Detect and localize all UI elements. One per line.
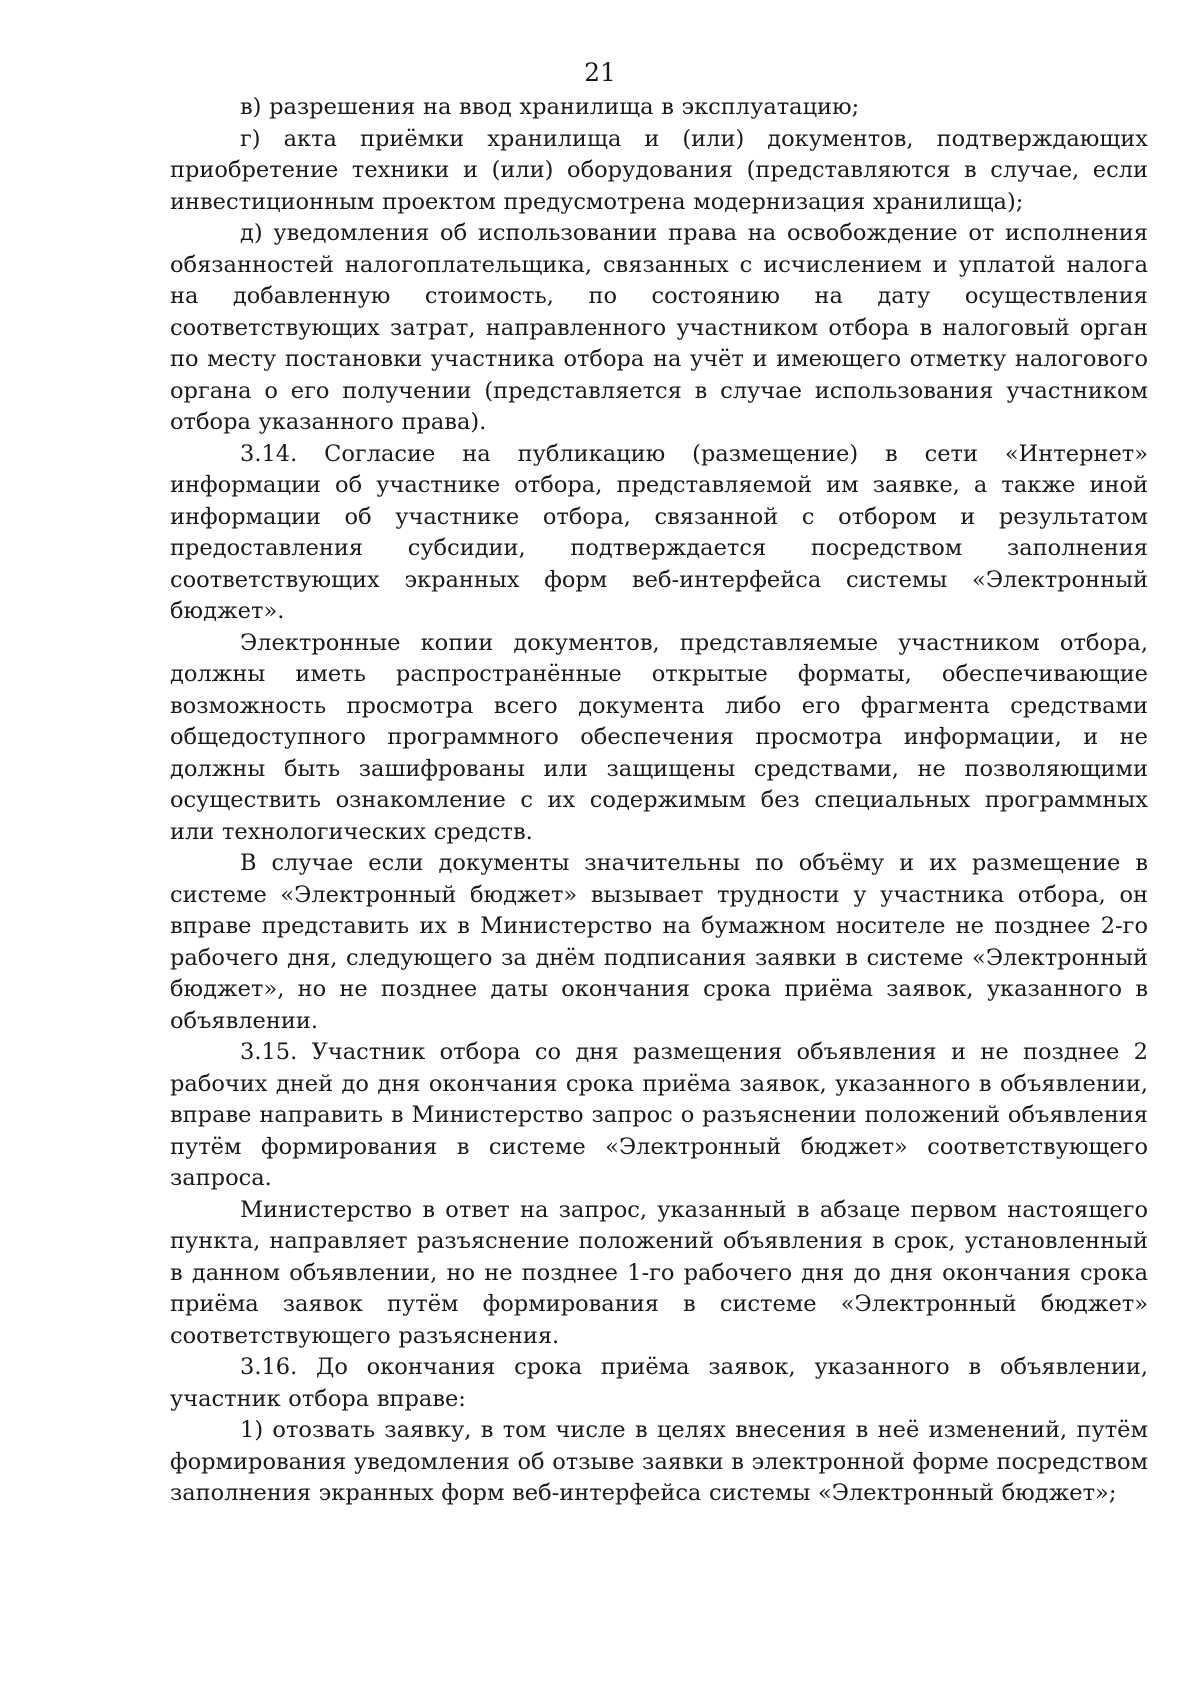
paragraph-g-acceptance-act: г) акта приёмки хранилища и (или) документов, подтверждающих приобретение техники и (или) оборудования (представляются в случае, если инвестиционным проектом предусмотрена модернизация хранилища);	[170, 125, 1148, 215]
paragraph-ministry-response: Министерство в ответ на запрос, указанный в абзаце первом настоящего пункта, направляет разъяснение положений объявления в срок, установленный в данном объявлении, но не позднее 1-го рабочего дня до дня окончания срока приёма заявок путём формирования в системе «Электронный бюджет» соответствующего разъяснения.	[170, 1196, 1148, 1349]
paragraph-3-16-before-deadline: 3.16. До окончания срока приёма заявок, указанного в объявлении, участник отбора вправе:	[170, 1354, 1148, 1412]
paragraph-v-storage-permit: в) разрешения на ввод хранилища в эксплуатацию;	[240, 94, 860, 120]
document-body	[170, 92, 1148, 1510]
paragraph-3-15-request: 3.15. Участник отбора со дня размещения объявления и не позднее 2 рабочих дней до дня окончания срока приёма заявок, указанного в объявлении, вправе направить в Министерство запрос о разъяснении положений объявления путём формирования в системе «Электронный бюджет» соответствующего запроса.	[170, 1039, 1148, 1191]
page-number: 21	[584, 58, 616, 87]
paragraph-1-withdraw-application: 1) отозвать заявку, в том числе в целях внесения в неё изменений, путём формирования уведомления об отзыве заявки в электронной форме посредством заполнения экранных форм веб-интерфейса системы «Электронный бюджет»;	[170, 1417, 1148, 1506]
paragraph-3-14-consent: 3.14. Согласие на публикацию (размещение) в сети «Интернет» информации об участнике отбора, представляемой им заявке, а также иной информации об участнике отбора, связанной с отбором и результатом предоставления субсидии, подтверждается посредством заполнения соответствующих экранных форм веб-интерфейса системы «Электронный бюджет».	[170, 440, 1148, 624]
paragraph-electronic-copies: Электронные копии документов, представляемые участником отбора, должны иметь распространённые открытые форматы, обеспечивающие возможность просмотра всего документа либо его фрагмента средствами общедоступного программного обеспечения просмотра информации, и не должны быть зашифрованы или защищены средствами, не позволяющими осуществить ознакомление с их содержимым без специальных программных или технологических средств.	[170, 629, 1148, 845]
paragraph-paper-documents: В случае если документы значительны по объёму и их размещение в системе «Электронный бюджет» вызывает трудности у участника отбора, он вправе представить их в Министерство на бумажном носителе не позднее 2-го рабочего дня, следующего за днём подписания заявки в системе «Электронный бюджет», но не позднее даты окончания срока приёма заявок, указанного в объявлении.	[170, 850, 1148, 1034]
paragraph-d-vat-notice: д) уведомления об использовании права на освобождение от исполнения обязанностей налогоплательщика, связанных с исчислением и уплатой налога на добавленную стоимость, по состоянию на дату осуществления соответствующих затрат, направленного участником отбора в налоговый орган по месту постановки участника отбора на учёт и имеющего отметку налогового органа о его получении (представляется в случае использования участником отбора указанного права).	[170, 220, 1148, 435]
